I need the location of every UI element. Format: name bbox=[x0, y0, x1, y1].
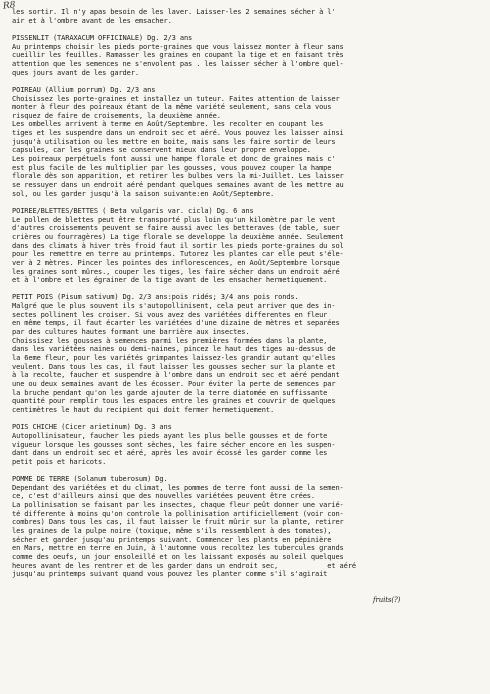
text-line: capsules, car les graines se conservent mieux dans leur propre enveloppe. bbox=[12, 146, 311, 155]
text-line: vigueur lorsque les gousses sont sèches, les faire sécher encore en les suspen- bbox=[12, 440, 336, 449]
text-line: ce, c'est d'ailleurs ainsi que des nouvelles variétées peuvent être crées. bbox=[12, 492, 315, 501]
text-line: jusqu'au printemps suivant quand vous pouvez les planter comme s'il s'agirait bbox=[12, 570, 328, 579]
text-line: Les ombelles arrivent à terme en Août/Septembre. les recolter en coupant les bbox=[12, 120, 324, 129]
text-line: air et à l'ombre avant de les emsacher. bbox=[12, 16, 172, 25]
text-line: est plus facile de les multiplier par les gousses, vous pouvez couper la hampe bbox=[12, 163, 332, 172]
text-line: Malgré que le plus souvent ils s'autopollinisent, cela peut arriver que des in- bbox=[12, 302, 336, 311]
text-line: se ressuyer dans un endroit aéré pendant quelques semaines avant de les mettre au bbox=[12, 181, 344, 189]
text-line: Les poireaux perpétuels font aussi une hampe florale et donc de graines mais c' bbox=[12, 155, 336, 164]
section-heading: POIS CHICHE (Cicer arietinum) Dg. 3 ans bbox=[12, 423, 172, 432]
text-line: dans des climats à hiver très froid faut il sortir les pieds porte-graines du sol bbox=[12, 241, 344, 250]
text-line: Choissisez les gousses à semences parmi les premières formées dans la plante, bbox=[12, 336, 328, 345]
text-line: ques jours avant de les garder. bbox=[12, 68, 139, 77]
text-line: et à l'ombre et les égrainer de la tige avant de les ensacher hermetiquement. bbox=[12, 276, 328, 285]
section-heading: PETIT POIS (Pisum sativum) Dg. 2/3 ans:pois ridés; 3/4 ans pois ronds. bbox=[12, 293, 299, 302]
text-line: sectes pollinent les croiser. Si vous avez des variétées differentes en fleur bbox=[12, 310, 328, 319]
text-line: Au printemps choisir les pieds porte-graines que vous laissez monter à fleur sans bbox=[12, 42, 344, 51]
section-heading: POMME DE TERRE (Solanum tuberosum) Dg. bbox=[12, 475, 168, 484]
text-line: d'autres croissements peuvent se faire aussi avec les betteraves (de table, suer bbox=[12, 224, 340, 233]
text-line: Choisissez les porte-graines et installez un tuteur. Faites attention de laisser bbox=[12, 94, 340, 103]
text-line: veulent. Dans tous les cas, il faut laisser les gousses secher sur la plante et bbox=[12, 362, 336, 371]
text-line: par des cultures hautes formant une barrière aux insectes. bbox=[12, 328, 250, 337]
text-line: attention que les semences ne s'envolent pas . les laisser sécher à l'ombre quel- bbox=[12, 59, 344, 68]
text-line: combres) Dans tous les cas, il faut laisser le fruit mûrir sur la plante, retirer bbox=[12, 518, 344, 527]
text-line: monter à fleur des poireaux étant de la même variété seulement, sans cela vous bbox=[12, 103, 332, 112]
text-line: les graines de la pulpe noire (toxique, même s'ils ressemblent à des tomates), bbox=[12, 527, 332, 535]
text-line: Le pollen de blettes peut être transporté plus loin qu'un kilomètre par le vent bbox=[12, 215, 336, 224]
text-line: ver à 2 mètres. Pincer les pointes des inflorescences, en Août/Septembre lorsque bbox=[12, 258, 340, 267]
section-heading: POIREAU (Allium porrum) Dg. 2/3 ans bbox=[12, 85, 156, 94]
text-line: crières ou fourragères) La tige florale se developpe la deuxième année. Seulement bbox=[12, 232, 344, 241]
text-line: les sortir. Il n'y apas besoin de les laver. Laisser-les 2 semaines sécher à l' bbox=[12, 8, 336, 16]
text-line: dant dans un endroit sec et aéré, après les avoir écossé les garder comme les bbox=[12, 449, 328, 458]
text-line: sécher et garder jusqu'au printemps suivant. Commencer les plants en pépinière bbox=[12, 535, 332, 544]
text-line: Autopollinisateur, faucher les pieds ayant les plus belle gousses et de forte bbox=[12, 431, 328, 440]
text-line: risquez de faire de croisements, la deuxième année. bbox=[12, 111, 221, 120]
text-line: dans les variétées naines ou demi-naines, pincez le haut des tiges au-dessus de bbox=[12, 345, 336, 354]
text-line: heures avant de les rentrer et de les garder dans un endroit sec, et aéré bbox=[12, 561, 356, 570]
text-line: comme des oeufs, un jour ensoleillé et on les laissant exposés au soleil quelques bbox=[12, 552, 344, 561]
text-line: pour les remettre en terre au printemps. Tutorez les plantes car elle peut s'éle- bbox=[12, 250, 344, 259]
text-line: petit pois et haricots. bbox=[12, 457, 107, 466]
text-line: La pollinisation se faisant par les insectes, chaque fleur peût donner une varié- bbox=[12, 501, 344, 510]
handwritten-annotation: fruits(?) bbox=[373, 596, 403, 605]
text-line: quantité pour remplir tous les espaces entre les graines et couvrir de quelques bbox=[12, 397, 336, 406]
section-heading: POIREE/BLETTES/BETTES ( Beta vulgaris var. cicla) Dg. 6 ans bbox=[12, 206, 254, 215]
text-line: les graines sont mûres., couper les tiges, les faire sécher dans un endroit aéré bbox=[12, 267, 340, 276]
text-line: florale dès son apparition, et retirer les bulbes vers la mi-Juillet. Les laisser bbox=[12, 172, 344, 181]
text-line: centimètres le haut du recipient qui doit fermer hermetiquement. bbox=[12, 405, 275, 414]
section-heading: PISSENLIT (TARAXACUM OFFICINALE) Dg. 2/3 ans bbox=[12, 33, 193, 42]
text-line: une ou deux semaines avant de les écosser. Pour éviter la perte de semences par bbox=[12, 379, 336, 388]
text-line: à la recolte, faucher et suspendre à l'ombre dans un endroit sec et aéré pendant bbox=[12, 371, 340, 380]
text-line: jusqu'à utilisation ou les mettre en boite, mais sans les faire sortir de leurs bbox=[12, 137, 336, 146]
text-line: Dependant des variétées et du climat, les pommes de terre font aussi de la semen- bbox=[12, 483, 344, 492]
text-line: cueillir les feuilles. Ramasser les graines en coupant la tige et en faisant très bbox=[12, 51, 344, 60]
page-number: R8 bbox=[2, 0, 17, 12]
text-line: té differente à moins qu'on controle la pollinisation artificiellement (voir con- bbox=[12, 509, 344, 518]
text-line: en Mars, mettre en terre en Juin, à l'automne vous recoltez les tubercules grands bbox=[12, 544, 344, 553]
text-line: la bruche pendant qu'on les garde ajouter de la terre diatomée en suffissante bbox=[12, 388, 328, 397]
text-line: en même temps, il faut écarter les variétées d'une dizaine de mètres et separées bbox=[12, 319, 340, 328]
text-line: sol, ou les garder jusqu'à la saison suivante:en Août/Septembre. bbox=[12, 189, 275, 198]
text-line: tiges et les suspendre dans un endroit sec et aéré. Vous pouvez les laisser ainsi bbox=[12, 129, 344, 138]
text-line: la 6eme fleur, pour les variétés grimpantes laissez-les grandir autant qu'elles bbox=[12, 354, 336, 362]
